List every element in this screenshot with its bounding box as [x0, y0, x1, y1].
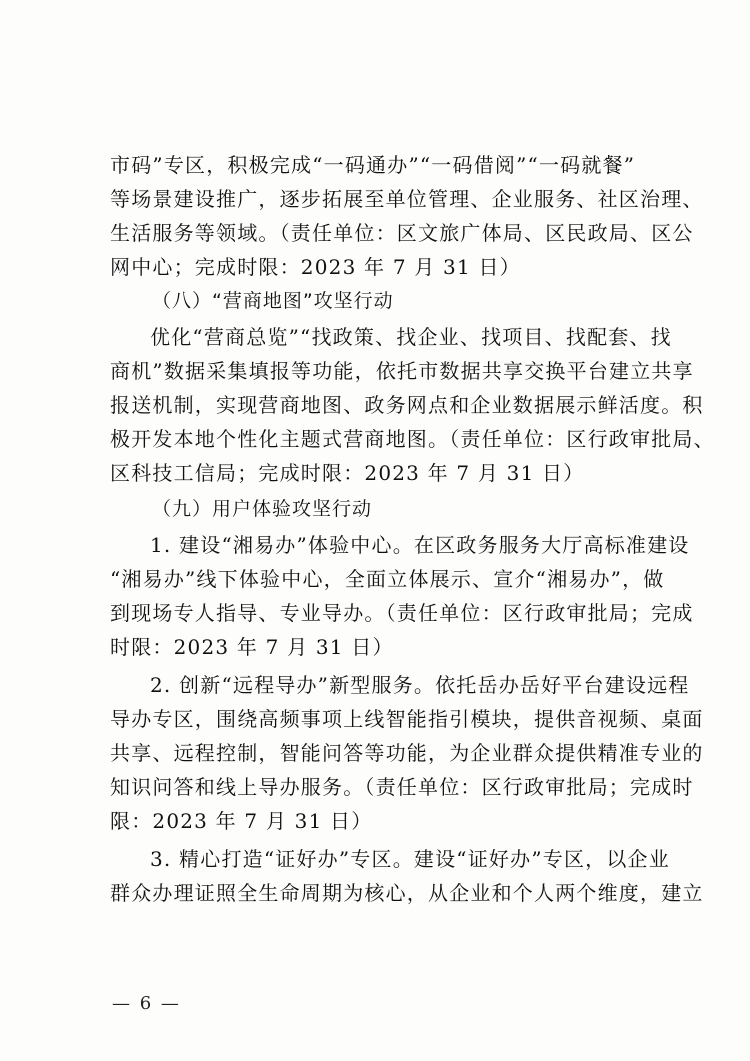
text-line: 群众办理证照全生命周期为核心，从企业和个人两个维度，建立 [110, 881, 704, 905]
text-line: 生活服务等领域。（责任单位：区文旅广体局、区民政局、区公 [110, 221, 694, 245]
section-heading-8: （八）“营商地图”攻坚行动 [152, 290, 394, 312]
text-line: 优化“营商总览”“找政策、找企业、找项目、找配套、找 [150, 325, 672, 349]
text-line: 3. 精心打造“证好办”专区。建设“证好办”专区，以企业 [150, 847, 670, 871]
text-line: 导办专区，围绕高频事项上线智能指引模块，提供音视频、桌面 [110, 707, 704, 731]
text-line: 报送机制，实现营商地图、政务网点和企业数据展示鲜活度。积 [110, 393, 704, 417]
text-line: 共享、远程控制，智能问答等功能，为企业群众提供精准专业的 [110, 741, 704, 765]
text-line: 商机”数据采集填报等功能，依托市数据共享交换平台建立共享 [110, 359, 694, 383]
page-number: — 6 — [112, 993, 181, 1014]
text-line: “湘易办”线下体验中心，全面立体展示、宣介“湘易办”，做 [110, 567, 665, 591]
text-line: 2. 创新“远程导办”新型服务。依托岳办岳好平台建设远程 [150, 673, 690, 697]
text-line: 1. 建设“湘易办”体验中心。在区政务服务大厅高标准建设 [150, 533, 690, 557]
text-line: 时限：2023 年 7 月 31 日） [110, 635, 394, 659]
text-line: 区科技工信局；完成时限：2023 年 7 月 31 日） [110, 461, 585, 485]
text-line: 网中心；完成时限：2023 年 7 月 31 日） [110, 255, 521, 279]
text-line: 限：2023 年 7 月 31 日） [110, 809, 373, 833]
text-line: 知识问答和线上导办服务。（责任单位：区行政审批局；完成时 [110, 775, 694, 799]
text-line: 到现场专人指导、专业导办。（责任单位：区行政审批局；完成 [110, 601, 694, 625]
section-heading-9: （九）用户体验攻坚行动 [152, 498, 373, 520]
text-line: 市码”专区，积极完成“一码通办”“一码借阅”“一码就餐” [110, 153, 636, 177]
text-line: 等场景建设推广，逐步拓展至单位管理、企业服务、社区治理、 [110, 187, 704, 211]
text-line: 极开发本地个性化主题式营商地图。（责任单位：区行政审批局、 [110, 427, 715, 451]
